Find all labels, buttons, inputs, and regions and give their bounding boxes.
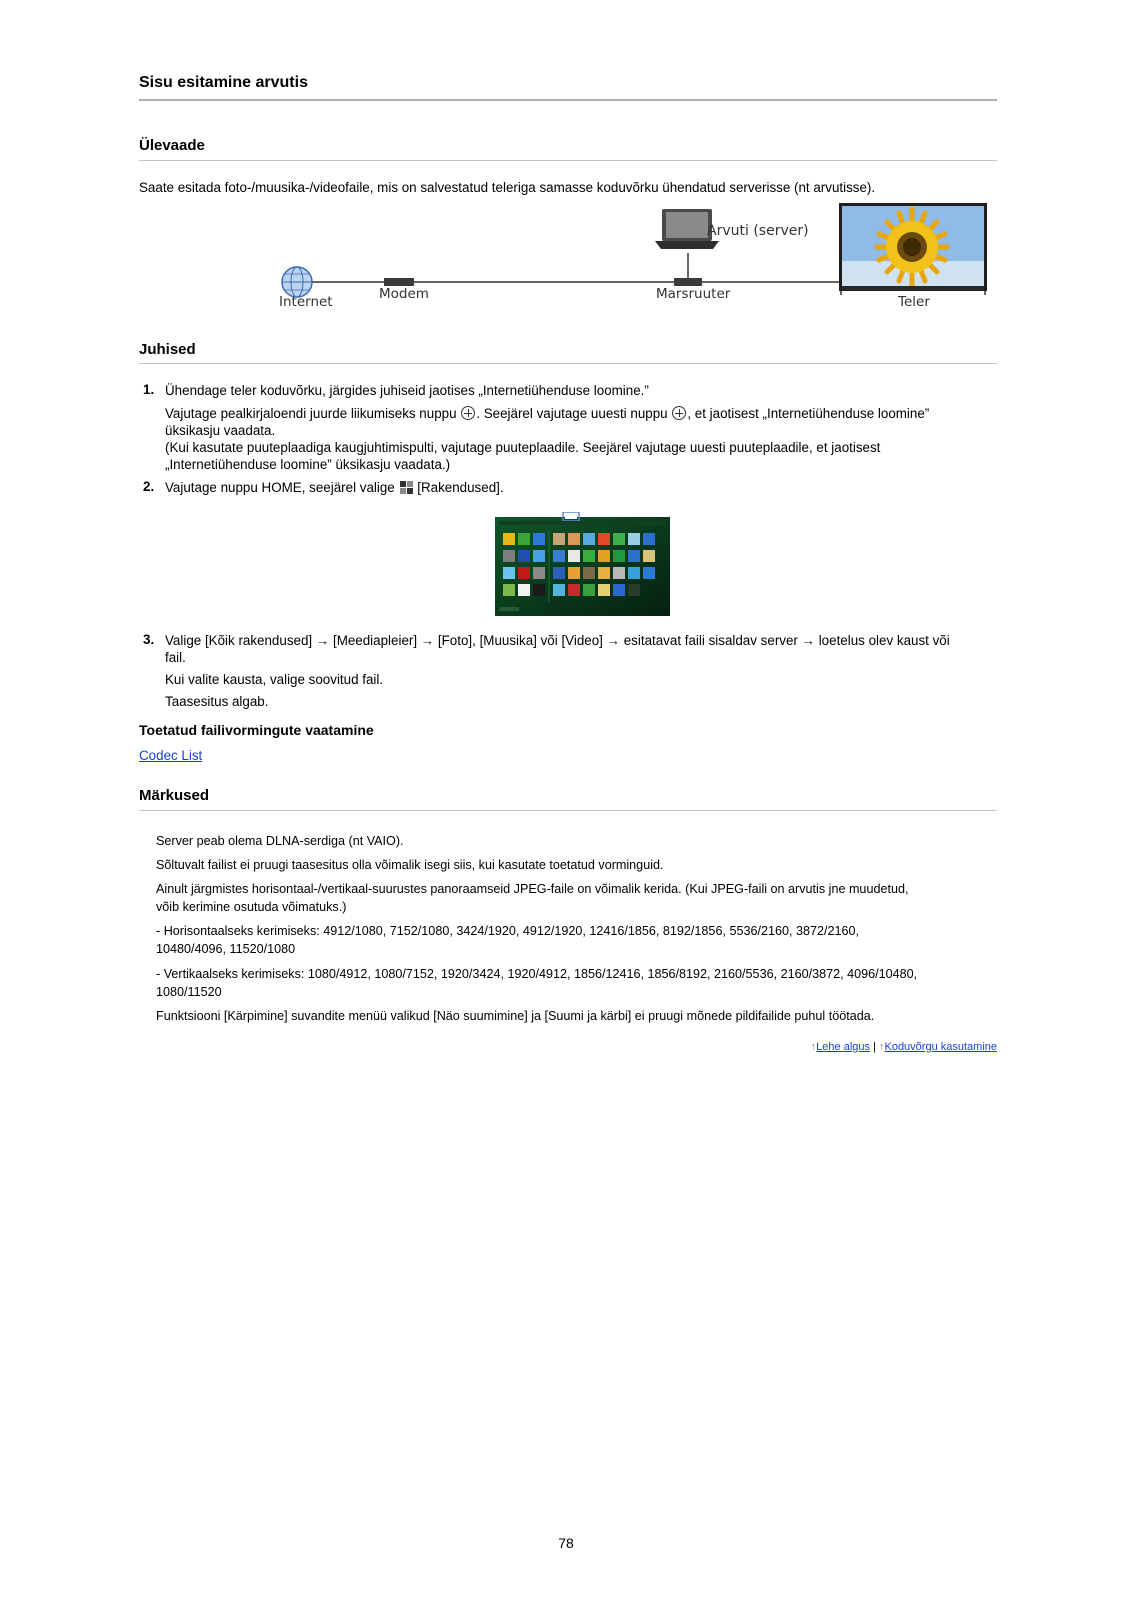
step-3-line-2: fail. [165, 650, 186, 665]
steps-divider [139, 363, 997, 364]
codec-list-link[interactable]: Codec List [139, 748, 203, 763]
router-label: Marsruuter [656, 286, 731, 302]
page-top-link[interactable]: Lehe algus [816, 1041, 870, 1053]
globe-icon [282, 267, 312, 297]
step-1-subtext-b: . Seejärel vajutage uuesti nuppu [476, 406, 668, 421]
title-divider [139, 99, 997, 101]
step-1-paren-1: (Kui kasutate puuteplaadiga kaugjuhtimispulti, vajutage puuteplaadile. Seejärel vajutage uuesti puuteplaadile, et jaotisest [165, 440, 881, 455]
plus-circle-icon [461, 406, 475, 420]
footer-nav [811, 1041, 997, 1053]
step-1-subtext [165, 405, 997, 422]
note-1: Server peab olema DLNA-serdiga (nt VAIO). [156, 834, 404, 848]
note-5-line-1: - Vertikaalseks kerimiseks: 1080/4912, 1080/7152, 1920/3424, 1920/4912, 1856/12416, 1856/8192, 2160/5536, 2160/3872, 4096/10480, [156, 967, 918, 981]
internet-label: Internet [279, 294, 333, 310]
step-2-number: 2. [143, 479, 155, 494]
nav-separator: | [873, 1041, 876, 1053]
overview-heading: Ülevaade [139, 137, 205, 154]
step-1-paren-2: „Internetiühenduse loomine” üksikasju vaadata.) [165, 457, 451, 472]
step-2-text-b: [Rakendused]. [417, 480, 504, 495]
notes-heading: Märkused [139, 787, 210, 804]
overview-divider [139, 160, 997, 161]
step-3-number: 3. [143, 632, 155, 647]
step-1-subtext-d: üksikasju vaadata. [165, 423, 276, 438]
note-2: Sõltuvalt failist ei pruugi taasesitus olla võimalik isegi siis, kui kasutate toetatud vorminguid. [156, 858, 664, 872]
apps-icon [400, 481, 413, 494]
network-diagram [279, 203, 999, 321]
overview-text: Saate esitada foto-/muusika-/videofaile, mis on salvestatud teleriga samasse koduvõrku ühendatud serverisse (nt arvutisse). [139, 180, 876, 195]
step-2-text-a: Vajutage nuppu HOME, seejärel valige [165, 480, 395, 495]
page-title: Sisu esitamine arvutis [139, 74, 308, 91]
note-3-line-2: võib kerimine osutuda võimatuks.) [156, 900, 347, 914]
step-1-subtext-a: Vajutage pealkirjaloendi juurde liikumiseks nuppu [165, 406, 457, 421]
note-4-line-2: 10480/4096, 11520/1080 [156, 942, 296, 956]
plus-circle-icon [672, 406, 686, 420]
note-4-line-1: - Horisontaalseks kerimiseks: 4912/1080, 7152/1080, 3424/1920, 4912/1920, 12416/1856, 8192/1856, 5536/2160, 3872/2160, [156, 924, 859, 938]
step-1-number: 1. [143, 382, 155, 397]
step-3-note-2: Taasesitus algab. [165, 694, 269, 709]
up-arrow-icon: ↑ [878, 1041, 885, 1053]
steps-heading: Juhised [139, 341, 196, 358]
step-1-subtext-c: , et jaotisest „Internetiühenduse loomine” [687, 406, 930, 421]
note-5-line-2: 1080/11520 [156, 985, 222, 999]
up-arrow-icon: ↑ [810, 1041, 817, 1053]
modem-label: Modem [379, 286, 429, 302]
router-icon [674, 278, 702, 286]
step-2-text [165, 479, 504, 496]
step-1-text: Ühendage teler koduvõrku, järgides juhiseid jaotises „Internetiühenduse loomine.” [165, 383, 649, 398]
step-3-line-1: Valige [Kõik rakendused] → [Meediapleier] → [Foto], [Muusika] või [Video] → esitatavat faili sisaldav server → loetelus olev kaust või [165, 633, 950, 648]
page-number: 78 [558, 1535, 574, 1551]
apps-screenshot [495, 512, 670, 616]
home-network-link[interactable]: Koduvõrgu kasutamine [884, 1041, 997, 1053]
formats-heading: Toetatud failivormingute vaatamine [139, 722, 374, 738]
computer-label: Arvuti (server) [707, 223, 809, 239]
step-3-note-1: Kui valite kausta, valige soovitud fail. [165, 672, 384, 687]
tv-label: Teler [898, 294, 930, 310]
tv-icon [839, 203, 987, 295]
note-3-line-1: Ainult järgmistes horisontaal-/vertikaal-suurustes panoraamseid JPEG-faile on võimalik kerida. (Kui JPEG-faili on arvutis jne muudetud, [156, 882, 909, 896]
note-6: Funktsiooni [Kärpimine] suvandite menüü valikud [Näo suumimine] ja [Suumi ja kärbi] ei pruugi mõnede pildifailide puhul töötada. [156, 1009, 875, 1023]
modem-icon [384, 278, 414, 286]
notes-divider [139, 810, 997, 811]
